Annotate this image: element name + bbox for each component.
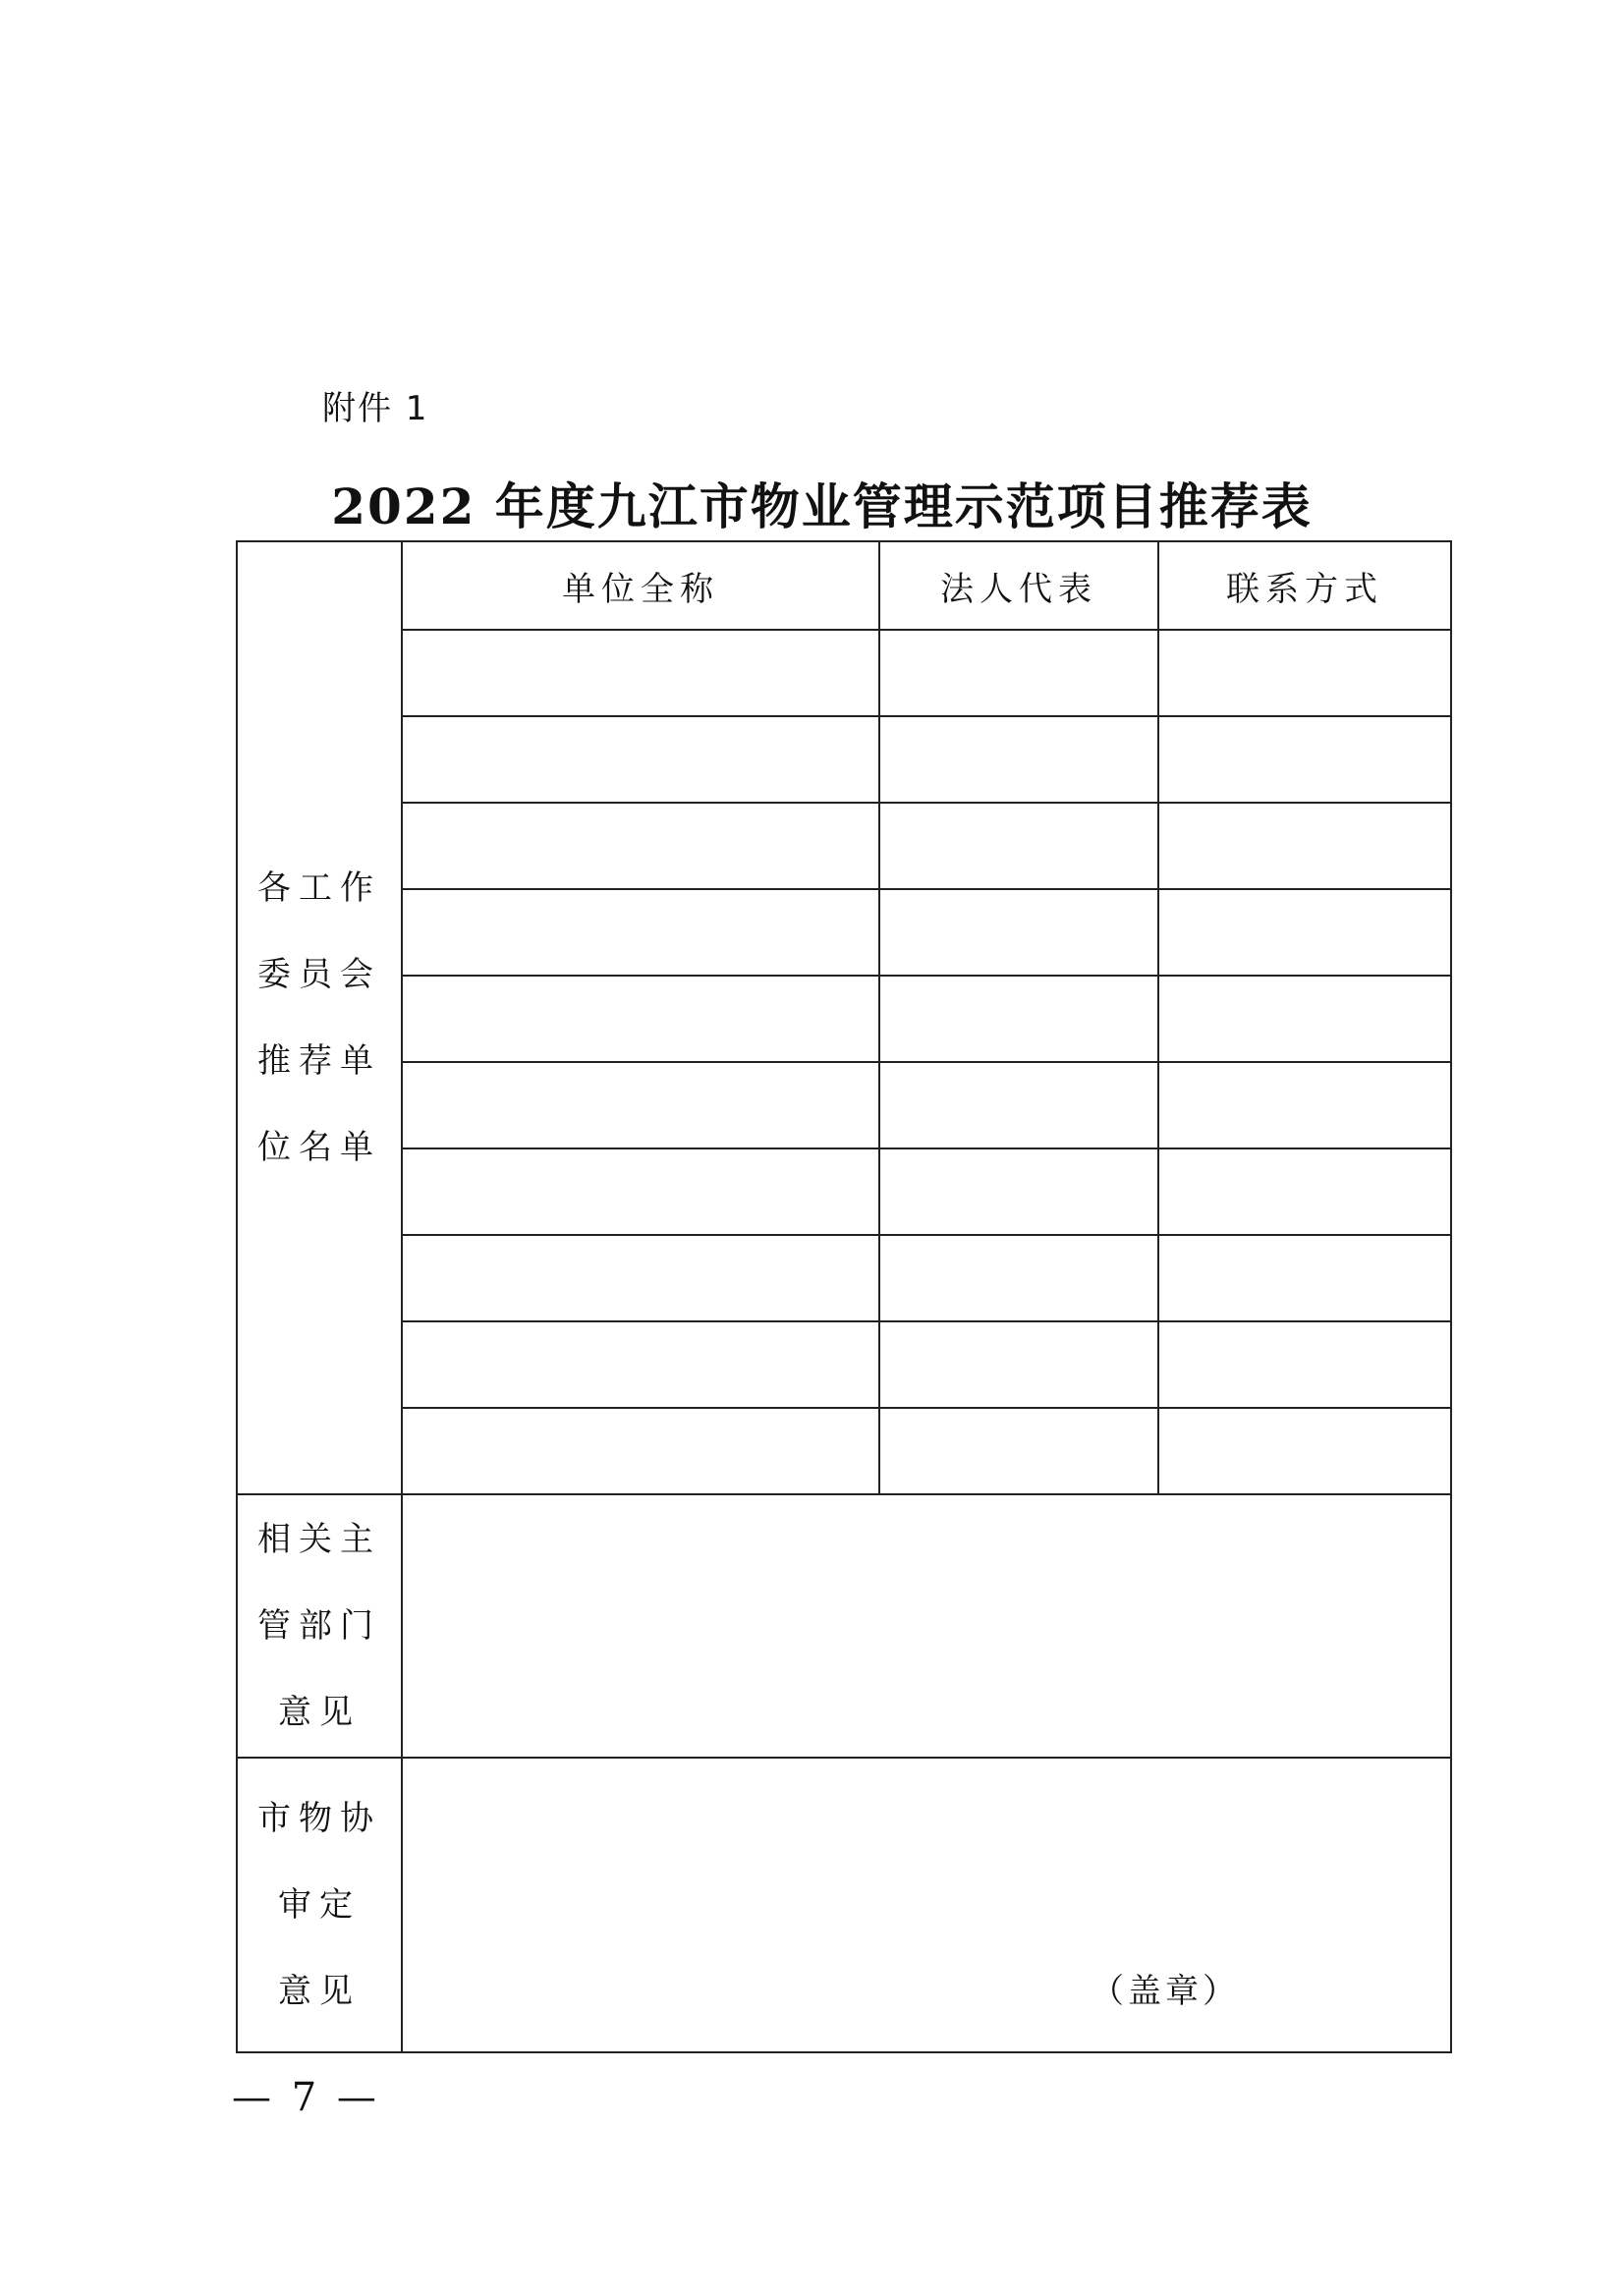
legal-rep-cell[interactable]: [879, 1321, 1158, 1408]
legal-rep-cell[interactable]: [879, 889, 1158, 976]
legal-rep-cell[interactable]: [879, 716, 1158, 803]
unit-name-cell[interactable]: [402, 1321, 879, 1408]
legal-rep-cell[interactable]: [879, 1235, 1158, 1321]
contact-cell[interactable]: [1158, 1408, 1451, 1494]
contact-cell[interactable]: [1158, 1321, 1451, 1408]
page-number: — 7 —: [232, 2075, 380, 2120]
column-header-legal-rep: 法人代表: [879, 541, 1158, 630]
contact-cell[interactable]: [1158, 630, 1451, 716]
recommend-label-line: 推荐单: [257, 1041, 381, 1081]
table-row: [237, 976, 1451, 1062]
dept-opinion-field[interactable]: [402, 1494, 1451, 1758]
dept-opinion-row: [237, 1494, 1451, 1758]
unit-name-cell[interactable]: [402, 1235, 879, 1321]
contact-cell[interactable]: [1158, 803, 1451, 889]
recommend-units-label: [237, 541, 402, 1494]
association-opinion-label-line: 市物协: [257, 1799, 381, 1838]
unit-name-cell[interactable]: [402, 976, 879, 1062]
table-row: [237, 1062, 1451, 1148]
legal-rep-cell[interactable]: [879, 803, 1158, 889]
contact-cell[interactable]: [1158, 889, 1451, 976]
page-title: 2022 年度九江市物业管理示范项目推荐表: [331, 477, 1313, 535]
association-opinion-label-line: 审定: [278, 1885, 361, 1925]
table-row: [237, 630, 1451, 716]
table-row: [237, 803, 1451, 889]
dept-opinion-label-line: 意见: [278, 1693, 361, 1732]
dept-opinion-label-line: 管部门: [257, 1606, 381, 1646]
dept-opinion-label: [237, 1494, 402, 1758]
legal-rep-cell[interactable]: [879, 1148, 1158, 1235]
table-row: [237, 1321, 1451, 1408]
legal-rep-cell[interactable]: [879, 630, 1158, 716]
column-header-contact: 联系方式: [1158, 541, 1451, 630]
table-row: [237, 1148, 1451, 1235]
unit-name-cell[interactable]: [402, 889, 879, 976]
legal-rep-cell[interactable]: [879, 1408, 1158, 1494]
table-row: [237, 1235, 1451, 1321]
attachment-label: 附件 1: [322, 389, 429, 428]
dept-opinion-label-line: 相关主: [257, 1520, 381, 1559]
unit-name-cell[interactable]: [402, 803, 879, 889]
legal-rep-cell[interactable]: [879, 976, 1158, 1062]
table-row: [237, 716, 1451, 803]
contact-cell[interactable]: [1158, 1062, 1451, 1148]
legal-rep-cell[interactable]: [879, 1062, 1158, 1148]
recommendation-form-table: [236, 540, 1452, 2053]
recommend-label-line: 委员会: [257, 955, 381, 994]
column-header-unit-name: 单位全称: [402, 541, 879, 630]
association-opinion-row: [237, 1758, 1451, 2052]
unit-name-cell[interactable]: [402, 1148, 879, 1235]
unit-name-cell[interactable]: [402, 716, 879, 803]
contact-cell[interactable]: [1158, 1148, 1451, 1235]
table-row: [237, 889, 1451, 976]
unit-name-cell[interactable]: [402, 630, 879, 716]
association-opinion-label-line: 意见: [278, 1972, 361, 2011]
association-opinion-field[interactable]: [402, 1758, 1451, 2052]
contact-cell[interactable]: [1158, 976, 1451, 1062]
recommend-label-line: 位名单: [257, 1128, 381, 1167]
contact-cell[interactable]: [1158, 1235, 1451, 1321]
association-opinion-label: [237, 1758, 402, 2052]
unit-name-cell[interactable]: [402, 1062, 879, 1148]
table-row: [237, 1408, 1451, 1494]
contact-cell[interactable]: [1158, 716, 1451, 803]
seal-note: （盖章）: [1091, 1972, 1240, 2011]
recommend-label-line: 各工作: [257, 868, 381, 908]
unit-name-cell[interactable]: [402, 1408, 879, 1494]
